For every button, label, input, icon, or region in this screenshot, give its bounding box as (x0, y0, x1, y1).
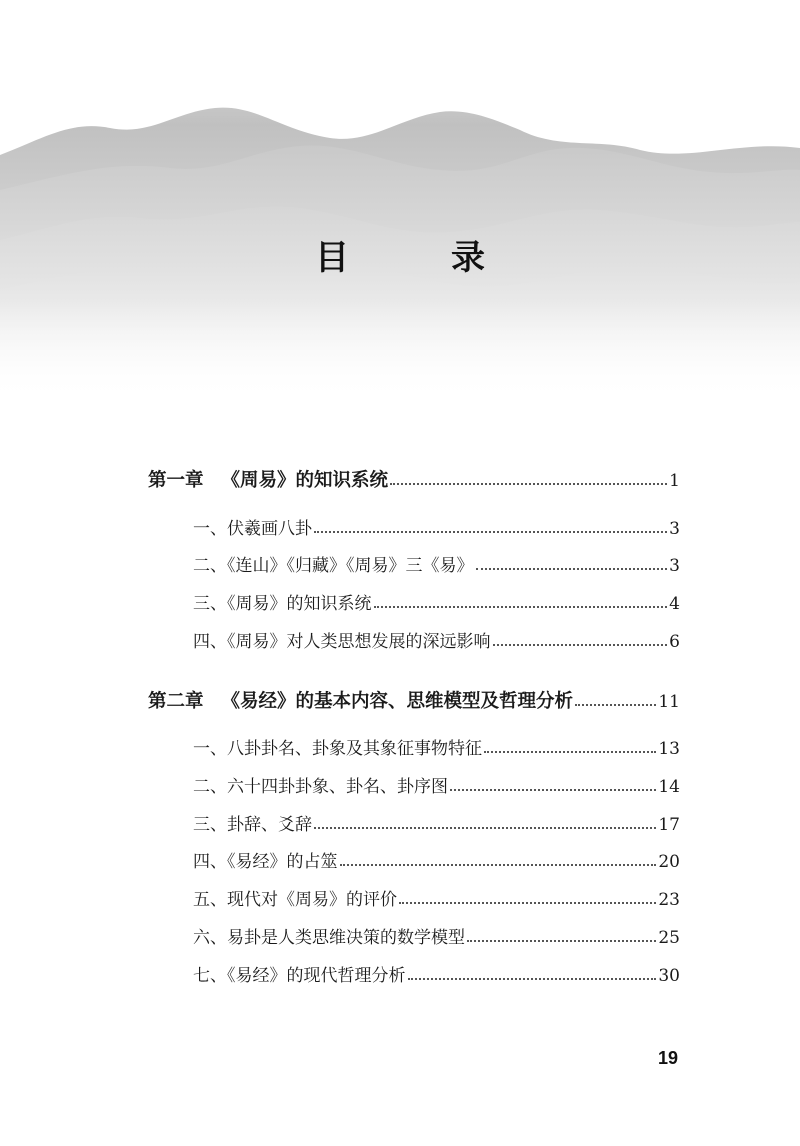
page-title: 目 录 (315, 238, 519, 278)
section-title: 一、伏羲画八卦 (193, 519, 312, 539)
section-page-number: 23 (658, 890, 680, 910)
leader-dots (408, 978, 657, 980)
page-number: 19 (657, 1048, 678, 1068)
toc-section[interactable] (193, 772, 680, 797)
leader-dots (484, 751, 656, 753)
toc-section[interactable] (193, 589, 680, 614)
chapter-number: 第一章 (148, 470, 204, 491)
section-title: 二、六十四卦卦象、卦名、卦序图 (193, 777, 448, 797)
section-title: 七、《易经》的现代哲理分析 (193, 966, 406, 986)
chapter-page-number: 1 (669, 471, 680, 491)
toc-section[interactable] (193, 847, 680, 872)
mountain-ink-illustration (0, 0, 800, 400)
section-page-number: 6 (669, 632, 680, 652)
section-page-number: 14 (658, 777, 680, 797)
section-page-number: 13 (658, 739, 680, 759)
leader-dots (450, 789, 656, 791)
chapter-number: 第二章 (148, 691, 204, 712)
leader-dots (575, 704, 656, 706)
toc-section[interactable] (193, 627, 680, 652)
section-title: 四、《周易》对人类思想发展的深远影响 (193, 632, 491, 652)
section-title: 二、《连山》《归藏》《周易》三《易》 (193, 556, 474, 576)
section-page-number: 4 (669, 594, 680, 614)
chapter-page-number: 11 (658, 692, 680, 712)
leader-dots (467, 940, 656, 942)
section-title: 三、《周易》的知识系统 (193, 594, 372, 614)
toc-section[interactable] (193, 923, 680, 948)
section-title: 五、现代对《周易》的评价 (193, 890, 397, 910)
section-page-number: 30 (658, 966, 680, 986)
chapter-title: 《易经》的基本内容、思维模型及哲理分析 (221, 691, 574, 712)
leader-dots (399, 902, 656, 904)
leader-dots (374, 606, 668, 608)
section-page-number: 17 (658, 815, 680, 835)
leader-dots (314, 531, 667, 533)
section-title: 六、易卦是人类思维决策的数学模型 (193, 928, 465, 948)
section-title: 一、八卦卦名、卦象及其象征事物特征 (193, 739, 482, 759)
toc-section[interactable] (193, 734, 680, 759)
toc-section[interactable] (193, 885, 680, 910)
toc-chapter-2[interactable] (148, 687, 680, 713)
section-title: 三、卦辞、爻辞 (193, 815, 312, 835)
leader-dots (340, 864, 657, 866)
section-page-number: 20 (658, 852, 680, 872)
chapter-title: 《周易》的知识系统 (221, 470, 389, 491)
section-page-number: 3 (669, 556, 680, 576)
toc-chapter-1[interactable] (148, 466, 680, 492)
leader-dots (476, 568, 668, 570)
section-title: 四、《易经》的占筮 (193, 852, 338, 872)
toc-section[interactable] (193, 961, 680, 986)
chapter-heading (148, 466, 388, 492)
section-page-number: 3 (669, 519, 680, 539)
leader-dots (314, 827, 656, 829)
toc-section[interactable] (193, 551, 680, 576)
section-page-number: 25 (658, 928, 680, 948)
chapter-heading (148, 687, 573, 713)
toc-section[interactable] (193, 514, 680, 539)
leader-dots (390, 483, 667, 485)
toc-section[interactable] (193, 810, 680, 835)
leader-dots (493, 644, 668, 646)
